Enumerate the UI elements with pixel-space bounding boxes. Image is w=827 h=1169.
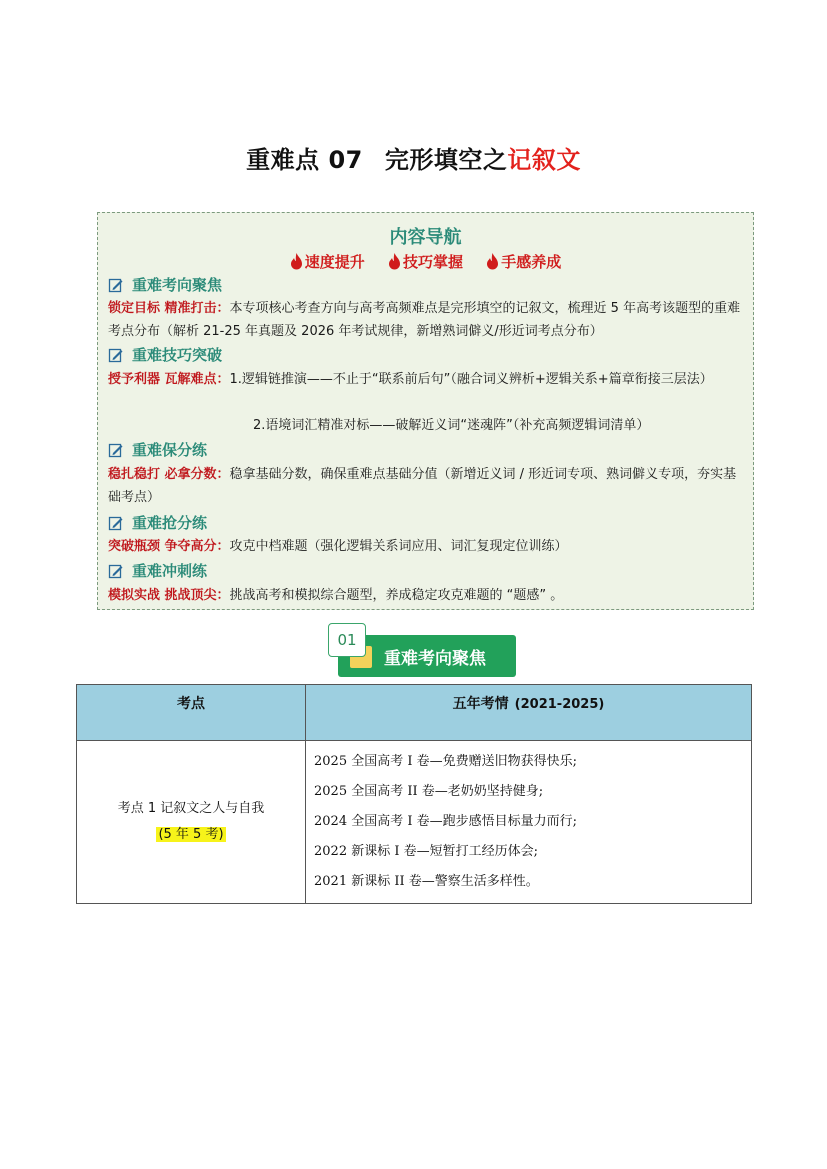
- years-cell: [306, 741, 752, 904]
- section-head: 重难抢分练: [108, 512, 207, 533]
- year-item: 2024 全国高考 I 卷—跑步感悟目标量力而行;: [314, 814, 577, 829]
- header-point: 考点: [77, 685, 306, 741]
- content-navigation-box: [97, 212, 754, 610]
- title-part1: 重难点 07: [246, 146, 363, 174]
- edit-note-icon: [108, 347, 124, 363]
- badge-number: 01: [328, 623, 366, 657]
- badge-label: 重难考向聚焦: [338, 635, 516, 677]
- year-item: 2025 全国高考 I 卷—免费赠送旧物获得快乐;: [314, 754, 577, 769]
- header-years: 五年考情 (2021-2025): [306, 685, 752, 741]
- section-text: 授予利器 瓦解难点：1.逻辑链推演——不止于“联系前后句”（融合词义辨析+逻辑关系+篇章衔接三层法）: [108, 372, 713, 387]
- year-item: 2021 新课标 II 卷—警察生活多样性。: [314, 874, 539, 889]
- edit-note-icon: [108, 563, 124, 579]
- nav-heading: 内容导航: [389, 227, 462, 248]
- year-item: 2022 新课标 I 卷—短暂打工经历体会;: [314, 844, 538, 859]
- section-text: 突破瓶颈 争夺高分：攻克中档难题（强化逻辑关系词应用、词汇复现定位训练）: [108, 539, 568, 554]
- table-row: [77, 741, 752, 904]
- point-count: (5 年 5 考): [158, 827, 224, 842]
- section-text: 稳扎稳打 必拿分数：稳拿基础分数，确保重难点基础分值（新增近义词 / 形近词专项、熟词僻义专项，夯实基础考点）: [108, 467, 737, 505]
- flame-icon: [388, 253, 401, 270]
- nav-tag: 技巧掌握: [388, 253, 463, 271]
- nav-tag: 速度提升: [290, 253, 365, 271]
- year-item: 2025 全国高考 II 卷—老奶奶坚持健身;: [314, 784, 544, 799]
- nav-tag: 手感养成: [486, 253, 561, 271]
- section-head: 重难考向聚焦: [108, 274, 222, 295]
- title-part2: 完形填空之: [384, 146, 508, 174]
- section-text: 锁定目标 精准打击：本专项核心考查方向与高考高频难点是完形填空的记叙文，梳理近 5 年高考该题型的重难考点分布（解析 21-25 年真题及 2026 年考试规律，新增熟词僻义/形近词考点分布）: [108, 301, 741, 339]
- flame-icon: [290, 253, 303, 270]
- edit-note-icon: [108, 442, 124, 458]
- flame-icon: [486, 253, 499, 270]
- nav-tags: [98, 251, 753, 272]
- page-title: [0, 140, 827, 175]
- section-head: 重难保分练: [108, 439, 207, 460]
- table-header-row: [77, 685, 752, 741]
- edit-note-icon: [108, 277, 124, 293]
- section-text: 模拟实战 挑战顶尖：挑战高考和模拟综合题型，养成稳定攻克难题的 “题感” 。: [108, 588, 564, 603]
- exam-table: [76, 684, 752, 904]
- section-head: 重难技巧突破: [108, 344, 222, 365]
- section-text-2: 2.语境词汇精准对标——破解近义词“迷魂阵”（补充高频逻辑词清单）: [253, 418, 650, 433]
- section-badge: [328, 623, 518, 679]
- point-cell: [77, 741, 306, 904]
- edit-note-icon: [108, 515, 124, 531]
- point-name: 考点 1 记叙文之人与自我: [117, 801, 265, 816]
- title-highlight: 记叙文: [507, 146, 581, 174]
- section-head: 重难冲刺练: [108, 560, 207, 581]
